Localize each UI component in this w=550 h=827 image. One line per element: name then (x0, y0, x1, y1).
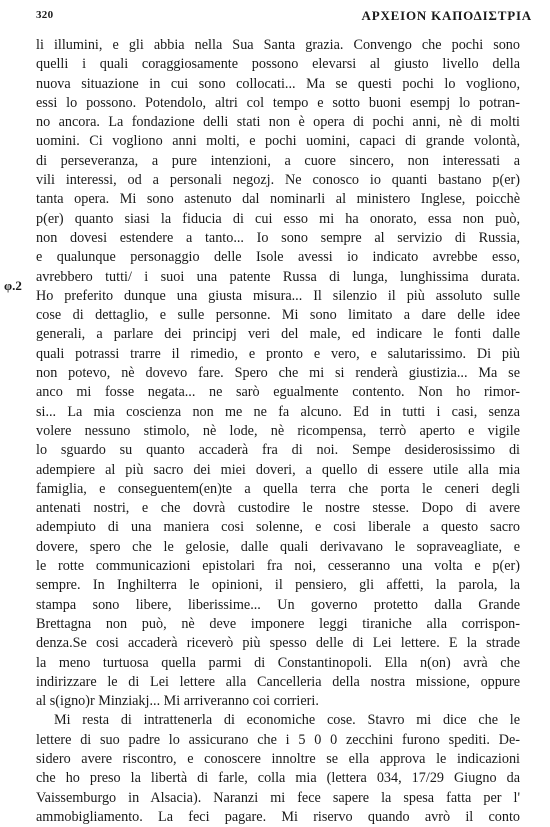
text-line: al s(igno)r Minziakj... Mi arriveranno coi corrieri. (36, 693, 319, 710)
text-line: avrebbero tutti/ i suoi una patente Russa di lunga, lunghissima durata. (36, 268, 520, 285)
text-line: cose di dettaglio, e sulle personne. Mi sono limitato a dare delle idee (36, 307, 520, 324)
text-line: la meno turtuosa quella parmi di Constantinopoli. Ella n(on) avrà che (36, 654, 520, 671)
body-text (36, 36, 520, 827)
text-line: quelli i quali coraggiosamente possono elevarsi al giusto livello della (36, 56, 520, 73)
text-line: lo sguardo su quanto accaderà fra di noi. Sempe desiderosissimo di (36, 442, 520, 459)
text-line: adempiuto di una maniera cosi solenne, e cosi liberale a questo sacro (36, 519, 520, 536)
text-line: sidero avere riscontro, e conoscere innoltre se ella approva le indicazioni (36, 750, 520, 767)
text-line: p(er) quanto siasi la fiducia di cui esso mi ha onorato, essa non può, (36, 210, 520, 227)
text-line: antenati nostri, e che dovrà custodire le nostre stesse. Dopo di avere (36, 500, 520, 517)
text-line: le rotte communicazioni epistolari fra noi, cesseranno una volta e p(er) (36, 558, 520, 575)
text-line: vili interessi, od a personali negozj. Ne conosco io quanti bastano p(er) (36, 172, 520, 189)
text-line: sempre. In Inghilterra le opinioni, il pensiero, gli affetti, la parola, la (36, 577, 520, 594)
text-line: nuova situazione in cui sono collocati... Ma se questi pochi lo vogliono, (36, 75, 520, 92)
text-line: famiglia, e conseguentem(en)te a quella terra che porta le ceneri degli (36, 480, 520, 497)
text-line: indirizzare le di Lei lettere alla Cancelleria della nostra missione, oppure (36, 673, 520, 690)
text-line: Vaissemburgo in Alsacia). Naranzi mi fece sapere la spesa fatta per l' (36, 789, 520, 806)
text-line: ammobigliamento. La feci pagare. Mi riservo quando avrò il conto (36, 808, 520, 825)
text-line: si... La mia coscienza non me ne fa alcuno. Ed in tutti i casi, senza (36, 403, 520, 420)
text-line: uomini. Ci vogliono anni molti, e pochi uomini, capaci di grande volontà, (36, 133, 520, 150)
text-line: Ho preferito dunque una giusta misura... Il silenzio il più assoluto sulle (36, 287, 520, 304)
text-line: li illumini, e gli abbia nella Sua Santa grazia. Convengo che pochi sono (36, 37, 520, 53)
margin-note: φ.2 (4, 278, 22, 293)
text-line: e qualunque personaggio delle Isole avessi io indicato avrebbe esso, (36, 249, 520, 266)
text-line: essi lo possono. Potendolo, altri col tempo e sotto buoni esempj lo potran- (36, 94, 520, 111)
text-line: stampa sono libere, liberissime... Un governo protetto dalla Grande (36, 596, 520, 613)
text-line: volere nessuno stimolo, nè lode, nè ricompensa, terrò aperto e vigile (36, 422, 520, 439)
text-line: tanta opera. Mi sono astenuto dal nominarli al ministero Inglese, poicchè (36, 191, 520, 208)
text-line: adempiere al più sacro dei miei doveri, a quello di essere utile alla mia (36, 461, 520, 478)
text-line: di perseveranza, a pure intenzioni, a cuore sincero, non interessati a (36, 152, 520, 169)
text-line: Mi resta di intrattenerla di economiche cose. Stavro mi dice che le (54, 712, 520, 729)
text-line: Brettagna non può, nè deve imponere leggi tiraniche alla corrispon- (36, 615, 520, 632)
text-line: che ho preso la libertà di farle, colla mia (lettera 034, 17/29 Giugno da (36, 770, 520, 787)
text-line: generali, a parlare dei principj veri del male, ed indicare le fonti dalle (36, 326, 520, 343)
text-line: lettere di suo padre lo assicurano che i 5 0 0 zecchini furono spediti. De- (36, 731, 520, 748)
text-line: denza.Se cosi accaderà riceverò più spesso delle di Lei lettere. E la strade (36, 635, 520, 652)
text-line: non dovesi estendere a tanto... Io sono sempre al servizio di Russia, (36, 229, 520, 246)
page-number: 320 (36, 9, 54, 21)
text-line: dovere, spero che le gelosie, dalle quali derivavano le sopraveagliate, e (36, 538, 520, 555)
text-line: non potevo, nè dovevo fare. Spero che mi si renderà giustizia... Ma se (36, 365, 520, 382)
text-line: anco mi fosse negata... ne sarò egualmente contento. Non ho rimor- (36, 384, 520, 401)
running-title: ΑΡΧΕΙΟΝ ΚΑΠΟΔΙΣΤΡΙΑ (361, 8, 532, 23)
text-line: quali potrassi trarre il rimedio, e pronto e vero, e salutarissimo. Di più (36, 345, 520, 362)
text-line: no ancora. La fondazione delli stati non è opera di pochi anni, nè di molti (36, 114, 520, 131)
